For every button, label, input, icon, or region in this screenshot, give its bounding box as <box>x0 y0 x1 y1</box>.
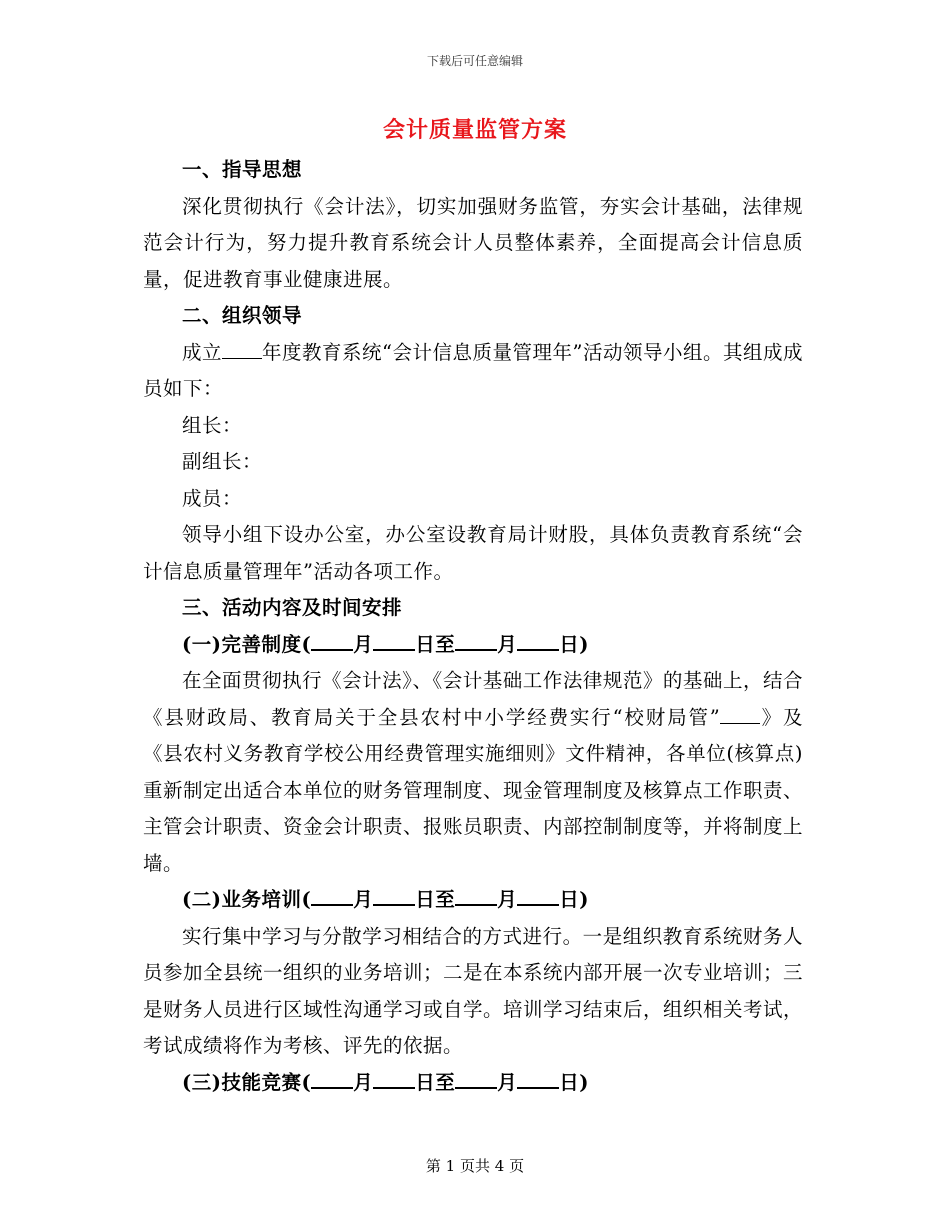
fill-blank <box>222 340 262 359</box>
section-1-heading: 一、指导思想 <box>182 158 303 181</box>
subsection-2-paragraph: 实行集中学习与分散学习相结合的方式进行。一是组织教育系统财务人员参加全县统一组织的业务培训；二是在本系统内部开展一次专业培训；三是财务人员进行区域性沟通学习或自学。培训学习结束后，组织相关考试，考试成绩将作为考核、评先的依据。 <box>143 924 804 1057</box>
fill-blank <box>311 1069 353 1089</box>
fill-blank <box>373 1069 415 1089</box>
leader-line: 组长： <box>182 413 243 437</box>
fill-blank <box>517 631 559 651</box>
fill-blank <box>311 631 353 651</box>
fill-blank <box>455 1069 497 1089</box>
month-label: 月 <box>353 888 374 911</box>
month-label: 月 <box>353 632 374 656</box>
vice-leader-line: 副组长： <box>182 450 263 473</box>
month-label: 月 <box>497 888 518 911</box>
subsection-label: (三)技能竞赛( <box>182 1070 312 1094</box>
document-body <box>143 152 803 1101</box>
member-line: 成员： <box>182 486 243 510</box>
fill-blank <box>373 631 415 651</box>
document-title: 会计质量监管方案 <box>382 117 567 143</box>
fill-blank <box>311 886 353 906</box>
section-2-heading: 二、组织领导 <box>182 304 303 327</box>
subsection-1-heading <box>143 627 803 664</box>
fill-blank <box>455 631 497 651</box>
month-label: 月 <box>353 1070 374 1094</box>
subsection-2-heading <box>143 882 803 919</box>
fill-blank <box>373 886 415 906</box>
day-to-label: 日至 <box>415 1070 456 1094</box>
day-to-label: 日至 <box>415 888 456 911</box>
text-fragment: 》及《县农村义务教育学校公用经费管理实施细则》文件精神，各单位(核算点)重新制定出适合本单位的财务管理制度、现金管理制度及核算点工作职责、主管会计职责、资金会计职责、报账员职责、内部控制制度等，并将制度上墙。 <box>143 705 804 875</box>
day-end-label: 日) <box>559 632 589 656</box>
fill-blank <box>517 886 559 906</box>
subsection-label: (二)业务培训( <box>182 888 312 911</box>
fill-blank <box>517 1069 559 1089</box>
text-fragment: 成立 <box>182 340 223 364</box>
subsection-3-heading <box>143 1065 803 1102</box>
page-footer: 第 1 页共 4 页 <box>425 1157 525 1175</box>
section-3-heading: 三、活动内容及时间安排 <box>182 596 403 619</box>
text-fragment: 年度教育系统“会计信息质量管理年”活动领导小组。其组成成员如下： <box>143 340 803 400</box>
day-end-label: 日) <box>559 888 589 911</box>
text-fragment: 在全面贯彻执行《会计法》、《会计基础工作法律规范》的基础上，结合《县财政局、教育局关于全县农村中小学经费实行“校财局管” <box>143 669 803 729</box>
month-label: 月 <box>497 1070 518 1094</box>
fill-blank <box>720 705 760 724</box>
fill-blank <box>455 886 497 906</box>
subsection-1-paragraph <box>143 663 803 882</box>
header-note: 下载后可任意编辑 <box>426 54 523 68</box>
month-label: 月 <box>497 632 518 656</box>
subsection-label: (一)完善制度( <box>182 632 312 656</box>
day-end-label: 日) <box>559 1070 589 1094</box>
day-to-label: 日至 <box>415 632 456 656</box>
section-2-paragraph-2: 领导小组下设办公室，办公室设教育局计财股，具体负责教育系统“会计信息质量管理年”活动各项工作。 <box>143 523 803 583</box>
section-2-paragraph-1 <box>143 335 803 408</box>
section-1-paragraph: 深化贯彻执行《会计法》，切实加强财务监管，夯实会计基础，法律规范会计行为，努力提升教育系统会计人员整体素养，全面提高会计信息质量，促进教育事业健康进展。 <box>143 194 803 291</box>
